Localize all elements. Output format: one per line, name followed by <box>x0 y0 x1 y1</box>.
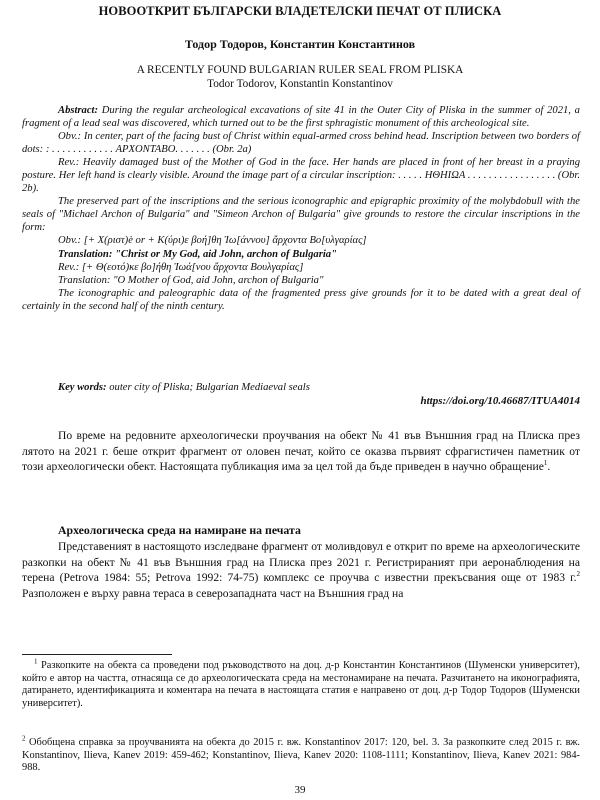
article-title-bg: НОВООТКРИТ БЪЛГАРСКИ ВЛАДЕТЕЛСКИ ПЕЧАТ ОТ ПЛИСКА <box>98 4 502 18</box>
obv-text: In center, part of the facing bust of Christ within equal-armed cross behind head. Inscription between two borders of dots: : . . . . . . . . . . . . ΑΡΧΟΝΤΑΒΟ. . . . . . . (Obr. 2a) <box>22 131 580 156</box>
dating-paragraph: The iconographic and paleographic data of the fragmented press give grounds for it to be dated with a great deal of certainly in the second half of the ninth century. <box>22 287 580 312</box>
body-paragraph-1 <box>22 428 580 475</box>
translation-2 <box>22 274 580 287</box>
body-p1-text: По време на редовните археологически проучвания на обект № 41 във Външния град на Плиска през лятото на 2021 г. беше открит фрагмент от оловен печат, който се оказва първият сфрагистичен паметник от този археологически обект. Настоящата публикация има за цел той да бъде приведен в научно обращение <box>22 429 580 473</box>
obv2-text: [+ Χ(ριστ)è or + Κ(ύρι)ε βοή]θη Ἰω[άννου] ἄρχοντα Βο[υλγαρίας] <box>83 235 367 247</box>
authors-bg: Тодор Тодоров, Константин Константинов <box>184 37 416 51</box>
keywords <box>22 381 580 394</box>
footnote-2-marker: 2 <box>22 734 26 743</box>
footnote-ref-1[interactable]: 1 <box>543 459 548 468</box>
obverse-restoration <box>22 234 580 247</box>
reverse-restoration <box>22 261 580 274</box>
tr2-text: "O Mother of God, aid John, archon of Bulgaria" <box>113 274 324 286</box>
tr1-label: Translation: <box>58 248 113 260</box>
keywords-label: Key words: <box>58 382 107 393</box>
authors-en: Todor Todorov, Konstantin Konstantinov <box>207 78 393 90</box>
body-p2-text: Представеният в настоящото изследване фрагмент от моливдовул е открит по време на археологическите разкопки на обект № 41 във Външния град на Плиска през 2021 г. Регистрираният при аеронаблюдения на терена (Petrova 1984: 55; Petrova 1992: 74-75) комплекс се проучва с известни прекъсвания още от 1983 г. <box>22 540 580 584</box>
obverse-description <box>22 130 580 156</box>
reverse-description <box>22 156 580 195</box>
abstract-block <box>22 104 580 313</box>
obv-label: Obv.: <box>58 131 82 143</box>
abstract-text: During the regular archeological excavations of site 41 in the Outer City of Pliska in the summer of 2021, a fragment of a lead seal was discovered, which turned out to be the first sphragistic monument of this archeological site. <box>22 105 580 130</box>
page-number: 39 <box>294 784 306 796</box>
obv2-label: Obv.: <box>58 235 82 247</box>
body-p1-end: . <box>547 460 551 473</box>
abstract-label: Abstract: <box>58 105 99 116</box>
footnote-2 <box>22 734 580 775</box>
abstract-paragraph <box>22 104 580 130</box>
body-p2-end: Разположен е върху равна тераса в северозападната част на Външния град на <box>22 586 404 600</box>
footnote-1-marker: 1 <box>34 657 38 666</box>
footnote-divider <box>22 654 172 655</box>
body-paragraph-2 <box>22 539 580 601</box>
tr2-label: Translation: <box>58 274 111 286</box>
translation-1 <box>22 248 580 261</box>
section-heading: Археологическа среда на намиране на печата <box>58 523 301 537</box>
rev2-text: [+ Θ(εοτό)κε βο]ήθη Ἰωά[νου ἄρχοντα Βουλγαρίας] <box>81 261 304 273</box>
doi-link[interactable]: https://doi.org/10.46687/ITUA4014 <box>420 395 580 407</box>
footnote-2-text: Обобщена справка за проучванията на обекта до 2015 г. вж. Konstantinov 2017: 120, bel. 3. За разкопките след 2015 г. вж. Konstantinov, Ilieva, Kanev 2019: 459-462; Konstantinov, Ilieva, Kanev 2020: 1108-1111; Konstantinov, Ilieva, Kanev 2021: 984-988. <box>22 737 580 774</box>
footnote-ref-2[interactable]: 2 <box>576 570 580 579</box>
tr1-text: "Christ or My God, aid John, archon of Bulgaria" <box>115 248 337 260</box>
rev-text: Heavily damaged bust of the Mother of God in the face. Her hands are placed in front of her breast in a praying posture. Her left hand is clearly visible. Around the image part of a circular inscription: . . . . . ΗΘΗΙΩΑ . . . . . . . . . . . . . . . . . (Obr. 2b). <box>22 157 580 195</box>
restoration-paragraph: The preserved part of the inscriptions and the serious iconographic and epigraphic proximity of the molybdobull with the seals of "Michael Archon of Bulgaria" and "Simeon Archon of Bulgaria" give grounds to restore the circular inscriptions in the form: <box>22 196 580 234</box>
rev-label: Rev.: <box>58 157 80 169</box>
article-title-en: A RECENTLY FOUND BULGARIAN RULER SEAL FROM PLISKA <box>136 64 464 76</box>
keywords-text: outer city of Pliska; Bulgarian Mediaeval seals <box>109 382 310 393</box>
footnote-1-text: Разкопките на обекта са проведени под ръководството на доц. д-р Константин Константинов (Шуменски университет), който е автор на частта, отнасяща се до археологическата среда на местонамиране на печата. Разчитането на иконографията, датирането, идентификацията и коментара на печата в настоящата статия е направено от доц. д-р Тодор Тодоров (Шуменски университет). <box>22 660 580 709</box>
footnote-1 <box>22 657 580 710</box>
rev2-label: Rev.: <box>58 261 80 273</box>
